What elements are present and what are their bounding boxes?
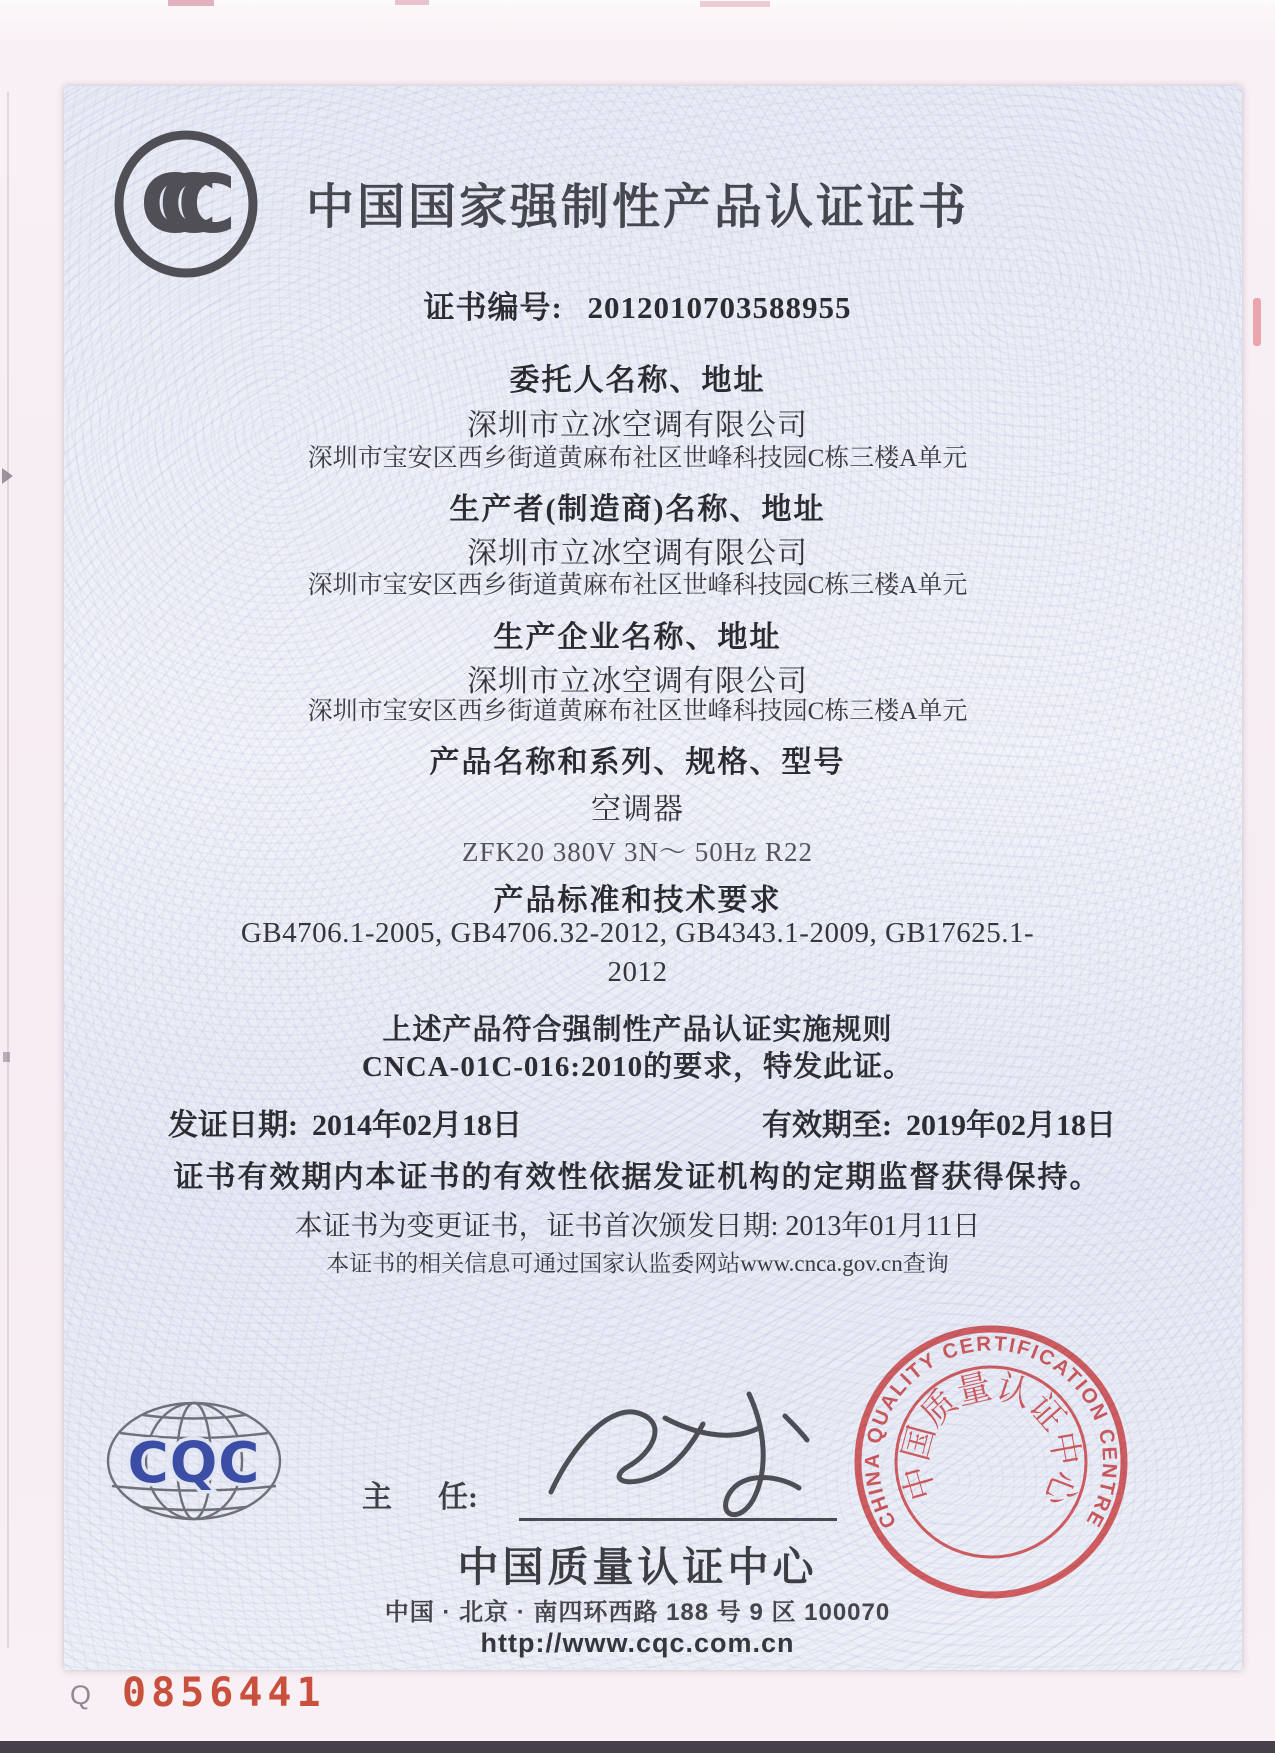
lookup-note: 本证书的相关信息可通过国家认监委网站www.cnca.gov.cn查询 [326,1251,949,1276]
director-label-part2: 任: [438,1481,478,1514]
manufacturer-heading: 生产者(制造商)名称、地址 [449,493,826,526]
scan-artifact [1253,298,1261,346]
manufacturer-address: 深圳市宝安区西乡街道黄麻布社区世峰科技园C栋三楼A单元 [307,572,968,599]
certificate-title: 中国国家强制性产品认证证书 [305,181,969,234]
product-name: 空调器 [591,793,684,826]
scan-artifact [395,0,429,5]
expiry-date-label: 有效期至: [762,1109,892,1142]
applicant-name: 深圳市立冰空调有限公司 [467,409,808,442]
svg-text:中国质量认证中心 [896,1367,1087,1513]
applicant-address: 深圳市宝安区西乡街道黄麻布社区世峰科技园C栋三楼A单元 [307,445,968,472]
product-model: ZFK20 380V 3N～ 50Hz R22 [461,837,813,867]
change-note: 本证书为变更证书，证书首次颁发日期: 2013年01月11日 [294,1211,981,1242]
scan-artifact [168,0,214,6]
expiry-date-group [762,1100,1116,1144]
stamp-ring-text: CHINA QUALITY CERTIFICATION CENTRE [860,1332,1122,1533]
certificate-number-label: 证书编号: [423,290,563,325]
director-label-part1: 主 [362,1481,392,1514]
scan-artifact [700,1,770,7]
organization-url: http://www.cqc.com.cn [480,1628,795,1658]
standards-heading: 产品标准和技术要求 [493,884,782,917]
scan-artifact [7,92,9,1648]
issue-date-label: 发证日期: [168,1109,298,1142]
validity-note: 证书有效期内本证书的有效性依据发证机构的定期监督获得保持。 [173,1161,1102,1194]
standards-line-2: 2012 [607,956,668,988]
certificate-number-line [0,282,1275,327]
factory-name: 深圳市立冰空调有限公司 [467,665,808,698]
expiry-date-value: 2019年02月18日 [906,1109,1116,1142]
director-label [362,1472,478,1516]
certificate-number-value: 2012010703588955 [587,290,852,325]
organization-address: 中国 · 北京 · 南四环西路 188 号 9 区 100070 [384,1599,891,1626]
serial-prefix: Q [70,1680,92,1710]
applicant-heading: 委托人名称、地址 [509,364,766,397]
standards-line-1: GB4706.1-2005, GB4706.32-2012, GB4343.1-2009, GB17625.1- [240,917,1035,949]
statement-line-2: CNCA-01C-016:2010的要求，特发此证。 [361,1051,914,1083]
dates-row [168,1100,1116,1144]
stamp-inner-text: 中国质量认证中心 [895,1366,1087,1513]
director-signature [545,1386,815,1526]
scan-artifact [3,1052,10,1062]
issue-date-group [168,1100,522,1144]
ccc-logo-letters: CCC [140,158,197,251]
factory-address: 深圳市宝安区西乡街道黄麻布社区世峰科技园C栋三楼A单元 [307,698,968,725]
scan-bottom-edge [0,1741,1275,1753]
factory-heading: 生产企业名称、地址 [493,621,782,654]
cqc-logo-letters: CQC [127,1431,261,1496]
cqc-logo [103,1398,285,1526]
manufacturer-name: 深圳市立冰空调有限公司 [467,537,808,570]
signature-line [519,1518,837,1521]
cqc-red-stamp [853,1324,1129,1600]
organization-name: 中国质量认证中心 [457,1544,818,1590]
product-heading: 产品名称和系列、规格、型号 [429,746,846,779]
serial-number: 0856441 [122,1670,326,1716]
statement-line-1: 上述产品符合强制性产品认证实施规则 [382,1014,893,1046]
issue-date-value: 2014年02月18日 [312,1109,522,1142]
